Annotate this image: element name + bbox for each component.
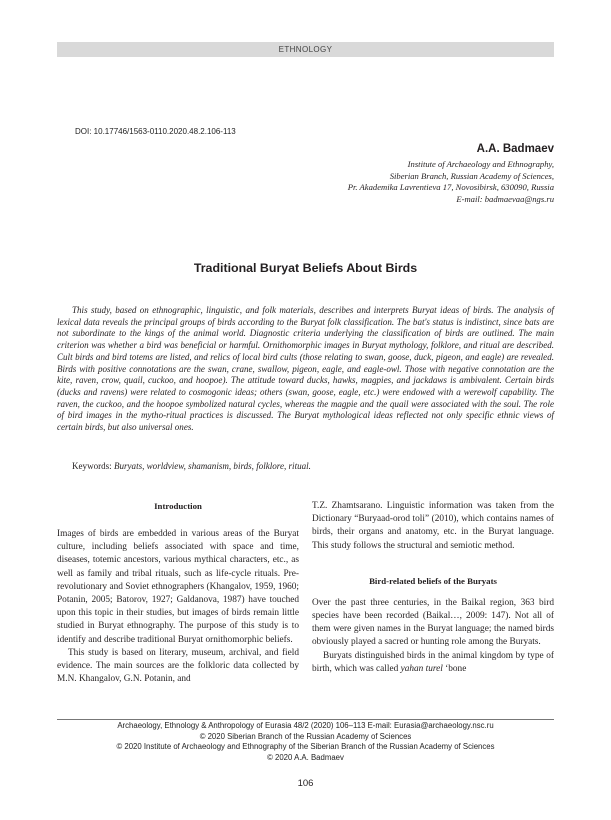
left-column (57, 500, 299, 686)
section-heading-introduction: Introduction (154, 501, 202, 511)
copyright-line: © 2020 Institute of Archaeology and Ethnography of the Siberian Branch of the Russian Academy of Sciences (116, 742, 495, 751)
page-number: 106 (297, 778, 314, 789)
paragraph: Over the past three centuries, in the Baikal region, 363 bird species have been recorded (Baikal…, 2009: 147). Not all of them were given names in the Buryat language; the named birds obviously played a sacred or hunting role among the Buryats. (312, 597, 554, 648)
right-column (312, 500, 554, 676)
paper-title: Traditional Buryat Beliefs About Birds (193, 261, 418, 275)
copyright-line: © 2020 A.A. Badmaev (267, 752, 344, 762)
affiliation-line: Siberian Branch, Russian Academy of Sciences, (389, 170, 554, 181)
paragraph-text: Buryats distinguished birds in the animal kingdom by type of birth, which was called (312, 650, 554, 674)
keywords (72, 461, 311, 471)
abstract: This study, based on ethnographic, linguistic, and folk materials, describes and interprets Buryat ideas of birds. The analysis of lexical data reveals the principal groups of birds according to the Buryat folk classification. The bat's status is indistinct, since bats are not subordinate to the kings of the animal world. Diagnostic criteria underlying the classification of birds are outlined. The main criterion was whether a bird was beneficial or harmful. Ornithomorphic images in Buryat mythology, folklore, and ritual are described. Cult birds and bird totems are listed, and relics of local bird cults (those relating to swan, goose, duck, pigeon, and eagle) are revealed. Birds with positive connotations are the swan, crane, swallow, pigeon, eagle, and eagle-owl. Those with negative connotation are the kite, raven, crow, quail, cuckoo, and hoopoe). The attitude toward ducks, hawks, magpies, and jackdaws is ambivalent. Certain birds (ducks and ravens) were related to cosmogonic ideas; others (swan, goose, eagle, etc.) were endowed with a werewolf capability. The raven, the cuckoo, and the hoopoe symbolized natural cycles, whereas the magpie and the quail were associated with the soul. The role of bird images in the mytho-ritual practices is discussed. The Buryat mythological ideas reflected not only specific ethnic views of certain birds, but also universal ones. (57, 305, 554, 433)
journal-line: Archaeology, Ethnology & Anthropology of Eurasia 48/2 (2020) 106–113 E-mail: Eurasia@archaeology.nsc.ru (117, 721, 494, 730)
paragraph: This study is based on literary, museum, archival, and field evidence. The main sources are the folkloric data collected by M.N. Khangalov, G.N. Potanin, and (57, 647, 299, 685)
paragraph: T.Z. Zhamtsarano. Linguistic information was taken from the Dictionary “Buryaad-orod toli” (2010), which contains names of birds, their organs and anatomy, etc. in the Buryat language. This study follows the structural and semiotic method. (312, 501, 554, 551)
section-header: ETHNOLOGY (57, 42, 554, 57)
keywords-label: Keywords: (72, 461, 112, 471)
copyright-line: © 2020 Siberian Branch of the Russian Academy of Sciences (199, 731, 412, 741)
paragraph (312, 650, 554, 676)
buryat-term: yahan turel (400, 663, 443, 674)
paragraph: Images of birds are embedded in various areas of the Buryat culture, including beliefs associated with space and time, diseases, totemic ancestors, various mythical characters, etc., as well as family and tribal rituals, such as life-cycle rituals. Pre-revolutionary and Soviet ethnographers (Khangalov, 1959, 1960; Potanin, 2005; Batorov, 1927; Galdanova, 1987) have touched upon this topic in their studies, but images of birds remain little studied in Buryat ethnography. The purpose of this study is to identify and describe traditional Buryat ornithomorphic beliefs. (57, 529, 299, 645)
paragraph-text: ‘bone (442, 663, 467, 674)
footer (57, 721, 554, 763)
affiliation-line: Pr. Akademika Lavrentieva 17, Novosibirsk, 630090, Russia (347, 182, 554, 192)
author-email[interactable]: E-mail: badmaevaa@ngs.ru (456, 193, 554, 204)
section-heading-beliefs: Bird-related beliefs of the Buryats (369, 575, 497, 586)
affiliation-line: Institute of Archaeology and Ethnography, (407, 159, 554, 169)
footer-rule (57, 719, 554, 720)
author-affiliation (254, 159, 554, 205)
author-name: A.A. Badmaev (476, 143, 554, 155)
doi[interactable]: DOI: 10.17746/1563-0110.2020.48.2.106-113 (75, 127, 236, 136)
keywords-list: Buryats, worldview, shamanism, birds, folklore, ritual. (113, 461, 311, 471)
